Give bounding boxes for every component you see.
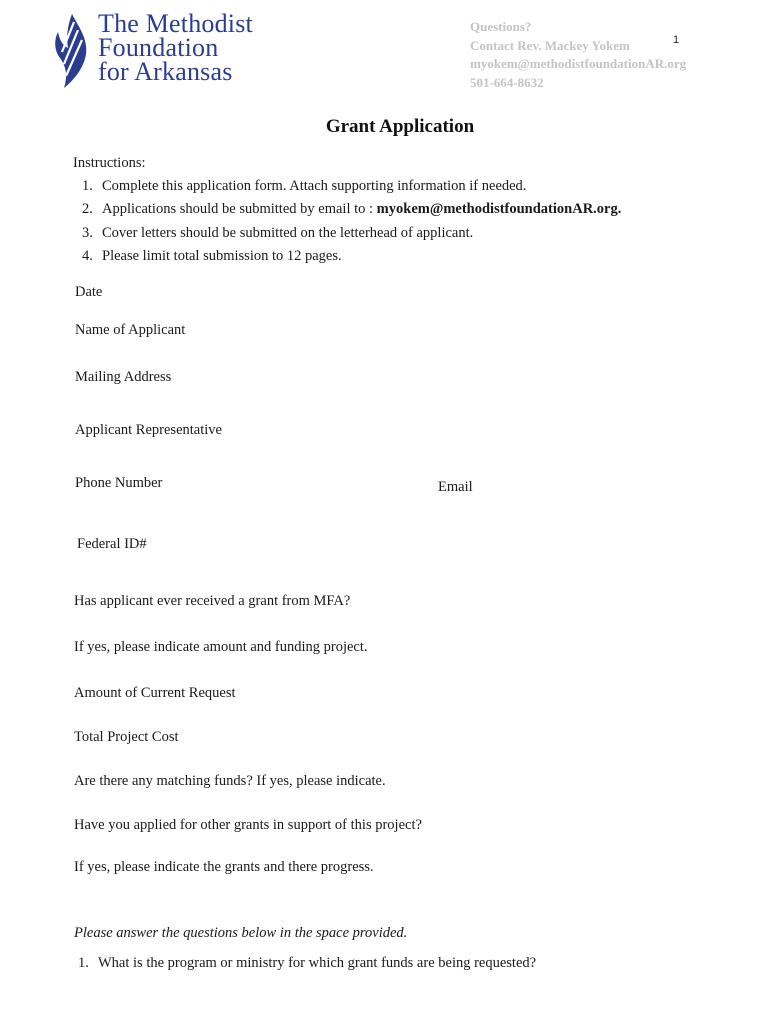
instruction-text: Complete this application form. Attach supporting information if needed. [102, 178, 527, 194]
matching-funds-question: Are there any matching funds? If yes, please indicate. [74, 773, 386, 789]
question-item [78, 955, 536, 972]
page-number: 1 [673, 34, 680, 46]
instruction-number: 3. [82, 225, 93, 241]
email-field-label: Email [438, 479, 473, 495]
contact-name: Contact Rev. Mackey Yokem [470, 37, 630, 53]
logo-line-2: Foundation [98, 33, 219, 62]
logo-line-1: The Methodist [98, 9, 253, 38]
foundation-logo [48, 9, 278, 92]
instruction-number: 2. [82, 201, 93, 217]
prior-grant-question: Has applicant ever received a grant from MFA? [74, 593, 351, 609]
date-field-label: Date [75, 284, 103, 300]
current-request-field-label: Amount of Current Request [74, 685, 236, 701]
other-grants-question: Have you applied for other grants in support of this project? [74, 817, 422, 833]
phone-number-field-label: Phone Number [75, 475, 163, 491]
prior-grant-amount-question: If yes, please indicate amount and funding project. [74, 639, 368, 655]
instruction-item [82, 248, 342, 265]
instruction-text: Cover letters should be submitted on the letterhead of applicant. [102, 225, 474, 241]
instruction-number: 1. [82, 178, 93, 194]
contact-block [470, 18, 686, 92]
submission-email-link[interactable]: myokem@methodistfoundationAR.org. [376, 201, 622, 217]
applicant-representative-field-label: Applicant Representative [75, 422, 222, 438]
instruction-text: Please limit total submission to 12 pages. [102, 248, 342, 264]
applicant-name-field-label: Name of Applicant [75, 322, 186, 338]
flame-icon [48, 12, 92, 90]
question-text: What is the program or ministry for which grant funds are being requested? [98, 955, 537, 971]
contact-questions: Questions? [470, 19, 532, 34]
other-grants-progress-question: If yes, please indicate the grants and there progress. [74, 859, 374, 875]
instruction-item [82, 201, 621, 218]
contact-email[interactable]: myokem@methodistfoundationAR.org [470, 56, 687, 71]
question-number: 1. [78, 955, 89, 971]
instruction-item [82, 178, 526, 195]
page-title: Grant Application [325, 116, 475, 137]
contact-phone: 501-664-8632 [470, 74, 544, 90]
logo-line-3: for Arkansas [98, 57, 233, 86]
instruction-text: Applications should be submitted by email to : [102, 201, 377, 217]
mailing-address-field-label: Mailing Address [75, 369, 172, 385]
total-project-cost-field-label: Total Project Cost [74, 729, 179, 745]
instruction-item [82, 225, 473, 242]
questions-instruction-note: Please answer the questions below in the space provided. [74, 925, 408, 941]
instructions-label: Instructions: [73, 155, 146, 171]
federal-id-field-label: Federal ID# [77, 536, 147, 552]
instruction-number: 4. [82, 248, 93, 264]
